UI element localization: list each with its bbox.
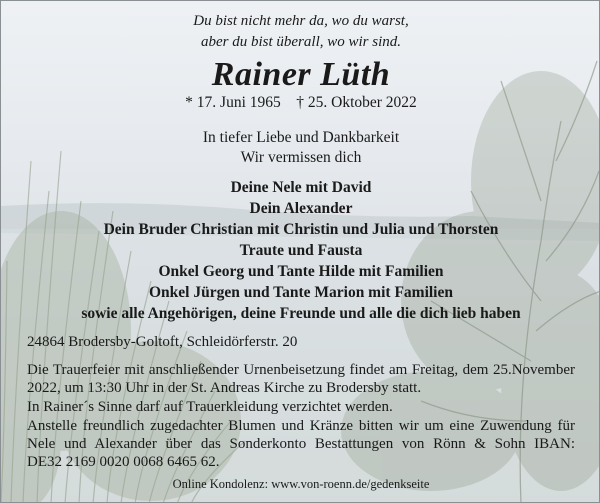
funeral-line-2: 2022, um 13:30 Uhr in der St. Andreas Kirche zu Brodersby statt.: [27, 380, 422, 396]
address: 24864 Brodersby-Goltoft, Schleidörferstr. 20: [27, 334, 298, 350]
funeral-line-1: Die Trauerfeier mit anschließender Urnenbeisetzung findet am Freitag, dem 25.November: [27, 362, 575, 378]
mourner-line: Dein Bruder Christian mit Christin und Julia und Thorsten: [103, 221, 499, 238]
verse-line-2: aber du bist überall, wo wir sind.: [200, 34, 402, 50]
sentiment-line-2: Wir vermissen dich: [240, 149, 362, 166]
donation-line-2: Nele und Alexander über das Sonderkonto Bestattungen von Rönn & Sohn IBAN:: [27, 436, 575, 452]
notice-content: [1, 1, 600, 503]
mourner-line: Onkel Georg und Tante Hilde mit Familien: [158, 263, 444, 280]
mourner-line: Traute und Fausta: [239, 242, 363, 259]
donation-line-1: Anstelle freundlich zugedachter Blumen und Kränze bitten wir um eine Zuwendung für: [27, 418, 575, 434]
verse-line-1: Du bist nicht mehr da, wo du warst,: [193, 13, 409, 29]
donation-line-3: DE32 2169 0020 0068 6465 62.: [27, 454, 220, 470]
online-condolence-link[interactable]: Online Kondolenz: www.von-roenn.de/gedenkseite: [172, 477, 430, 491]
dress-note: In Rainer´s Sinne darf auf Trauerkleidung verzichtet werden.: [27, 399, 393, 415]
life-dates: * 17. Juni 1965 † 25. Oktober 2022: [185, 94, 417, 111]
mourner-line: sowie alle Angehörigen, deine Freunde und alle die dich lieb haben: [81, 305, 521, 322]
deceased-name: Rainer Lüth: [211, 56, 391, 93]
mourner-line: Dein Alexander: [249, 200, 353, 217]
mourner-line: Onkel Jürgen und Tante Marion mit Familien: [148, 284, 453, 301]
mourner-line: Deine Nele mit David: [230, 179, 372, 196]
sentiment-line-1: In tiefer Liebe und Dankbarkeit: [202, 129, 400, 146]
